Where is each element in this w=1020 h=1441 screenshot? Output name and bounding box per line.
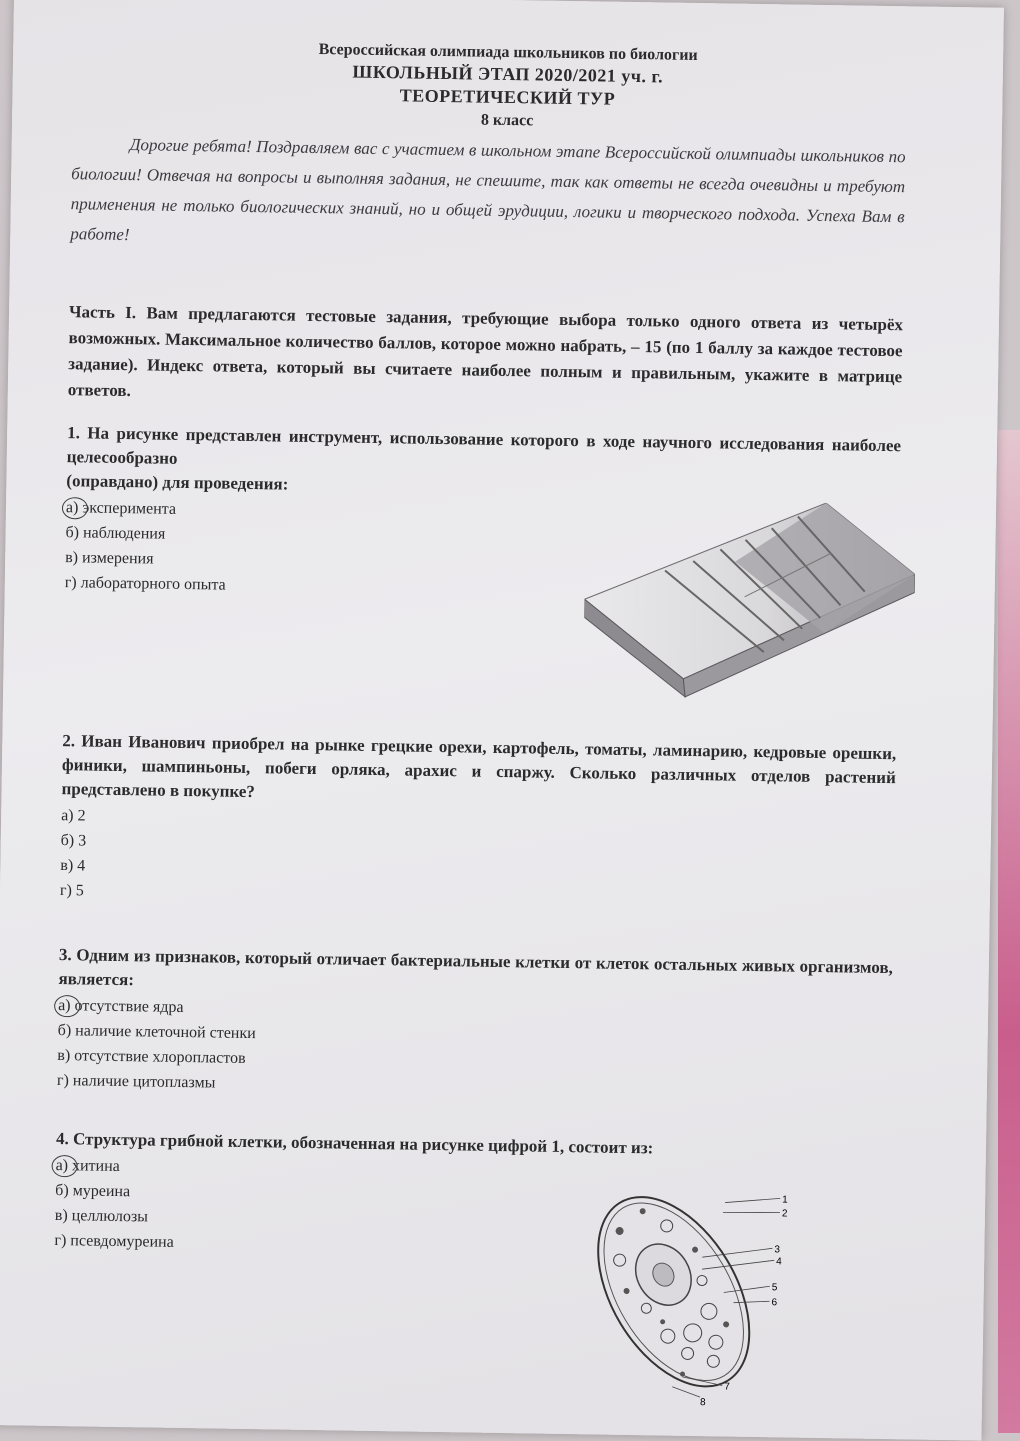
- background-pink-object: [998, 430, 1020, 1433]
- q3-option-d[interactable]: г) наличие цитоплазмы: [56, 1072, 216, 1092]
- question-1: [63, 421, 901, 694]
- q1-option-d[interactable]: г) лабораторного опыта: [64, 574, 226, 594]
- cell-label-1: 1: [782, 1194, 788, 1206]
- cell-label-8: 8: [699, 1397, 706, 1409]
- q2-option-b[interactable]: б) 3: [60, 832, 87, 850]
- fungal-cell-figure: [572, 1175, 806, 1414]
- hemocytometer-slide-figure: [583, 499, 916, 709]
- q3-option-b[interactable]: б) наличие клеточной стенки: [57, 1022, 256, 1043]
- cell-label-6: 6: [771, 1297, 778, 1309]
- cell-label-3: 3: [774, 1244, 781, 1256]
- question-3: [57, 943, 893, 1106]
- cell-label-2: 2: [781, 1208, 788, 1220]
- q4-option-b[interactable]: б) муреина: [55, 1182, 131, 1201]
- question-2-text: 2. Иван Иванович приобрел на рынке грецкие орехи, картофель, томаты, ламинарию, кедровые орешки, финики, шампиньоны, побеги орляка, арахис и спаржу. Сколько различных отделов растений представлено в покупке?: [61, 731, 897, 802]
- question-2-options: [60, 803, 895, 916]
- question-4-text: 4. Структура грибной клетки, обозначенная на рисунке цифрой 1, состоит из:: [55, 1129, 654, 1158]
- olympiad-title: Всероссийская олимпиада школьников по биологии: [318, 41, 698, 64]
- cell-label-5: 5: [771, 1282, 778, 1294]
- q4-option-c[interactable]: в) целлюлозы: [54, 1207, 149, 1226]
- q1-option-c[interactable]: в) измерения: [65, 549, 154, 568]
- question-1-text-tail: (оправдано) для проведения:: [66, 471, 289, 494]
- tour-title: ТЕОРЕТИЧЕСКИЙ ТУР: [399, 85, 616, 109]
- stage-title: ШКОЛЬНЫЙ ЭТАП 2020/2021 уч. г.: [352, 61, 664, 87]
- slide-illustration: [583, 499, 916, 704]
- cell-label-7: 7: [724, 1381, 730, 1393]
- question-1-text-main: 1. На рисунке представлен инструмент, использование которого в ходе научного исследования наиболее целесообразно: [66, 423, 902, 468]
- q4-option-d[interactable]: г) псевдомуреина: [54, 1232, 174, 1251]
- fungal-cell-illustration: [572, 1175, 806, 1409]
- question-2: [60, 729, 897, 916]
- q2-option-d[interactable]: г) 5: [59, 882, 84, 900]
- question-4: [54, 1127, 890, 1409]
- q3-option-a[interactable]: а) отсутствие ядра: [58, 993, 892, 1031]
- part1-instructions: Часть I. Вам предлагаются тестовые задания, требующие выбора только одного ответа из четырёх возможных. Максимальное количество баллов, которое можно набрать, – 15 (по 1 баллу за каждое тестовое задание). Индекс ответа, который вы считаете наиболее полным и правильным, укажите в матрице ответов.: [67, 302, 904, 401]
- q3-option-c[interactable]: в) отсутствие хлоропластов: [57, 1047, 246, 1067]
- q1-option-b[interactable]: б) наблюдения: [65, 524, 166, 543]
- grade-title: 8 класс: [480, 111, 534, 130]
- question-3-text: 3. Одним из признаков, который отличает бактериальные клетки от клеток остальных живых организмов, является:: [58, 945, 893, 990]
- intro-paragraph: Дорогие ребята! Поздравляем вас с участием в школьном этапе Всероссийской олимпиады школьников по биологии! Отвечая на вопросы и выполняя задания, не спешите, так как ответы не всегда очевидны и требуют применения не только биологических знаний, но и общей эрудиции, логики и творческого подхода. Успеха Вам в работе!: [70, 135, 906, 245]
- question-1-text: [66, 421, 901, 506]
- q4-option-a[interactable]: а) хитина: [55, 1153, 889, 1191]
- cell-label-4: 4: [776, 1256, 782, 1268]
- q2-option-a[interactable]: а) 2: [61, 807, 86, 825]
- question-3-options: [57, 993, 892, 1106]
- q1-option-a[interactable]: а) эксперимента: [66, 495, 900, 533]
- q2-option-c[interactable]: в) 4: [60, 857, 86, 875]
- header: [12, 36, 1003, 138]
